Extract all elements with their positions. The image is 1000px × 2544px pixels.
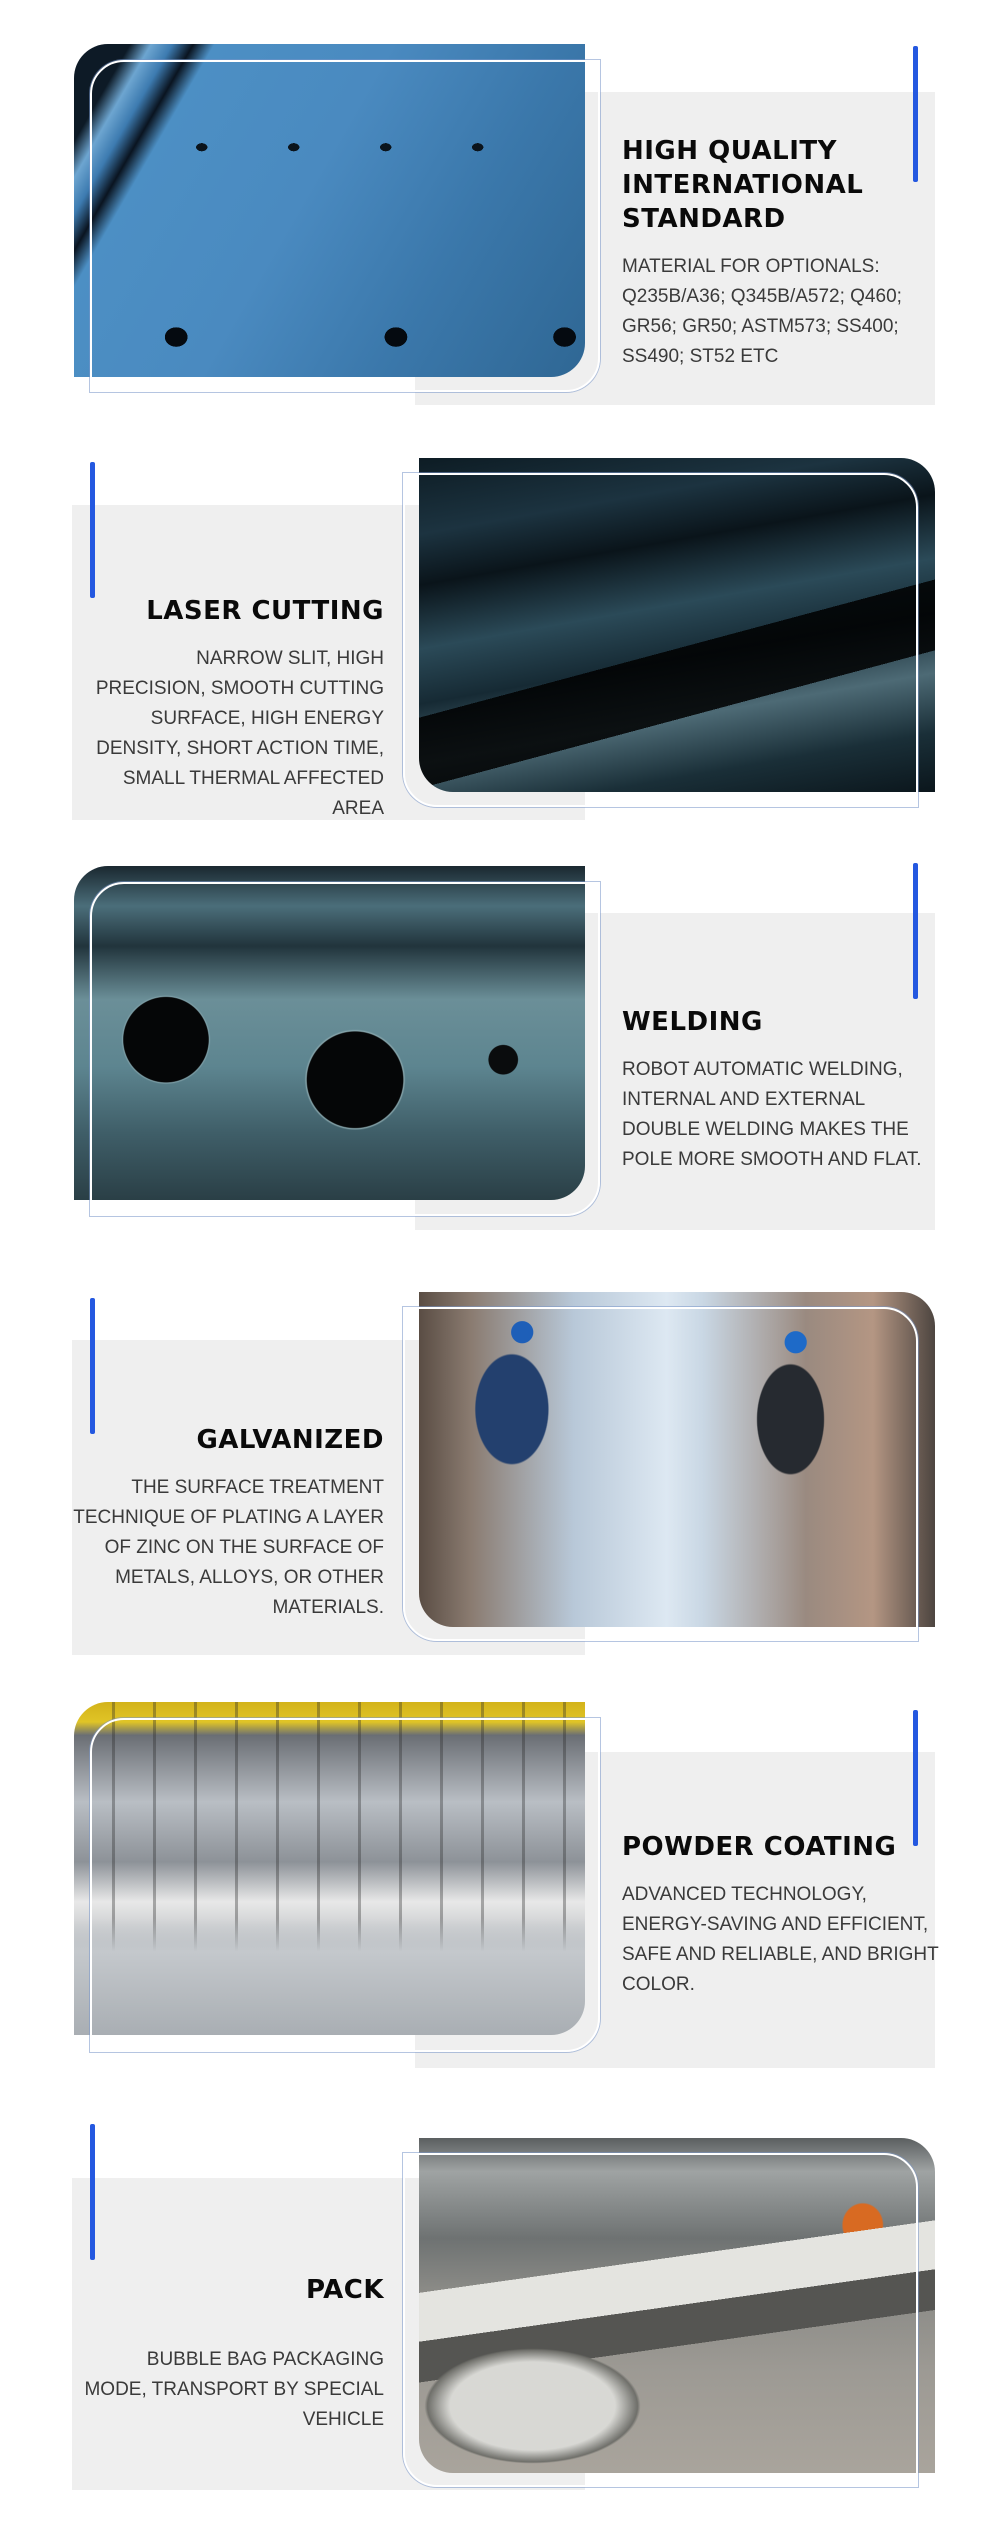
accent-bar	[913, 863, 918, 999]
feature-title: WELDING	[622, 1007, 763, 1037]
feature-description: BUBBLE BAG PACKAGING MODE, TRANSPORT BY SPECIAL VEHICLE	[84, 2349, 384, 2430]
welded-flange-plates-image	[74, 866, 585, 1200]
accent-bar	[90, 2124, 95, 2260]
feature-description: THE SURFACE TREATMENT TECHNIQUE OF PLATING A LAYER OF ZINC ON THE SURFACE OF METALS, ALLOYS, OR OTHER MATERIALS.	[73, 1477, 384, 1618]
feature-title: LASER CUTTING	[146, 596, 384, 626]
feature-description: ADVANCED TECHNOLOGY, ENERGY-SAVING AND EFFICIENT, SAFE AND RELIABLE, AND BRIGHT COLOR.	[622, 1884, 939, 1995]
feature-title: GALVANIZED	[196, 1425, 384, 1455]
feature-description: NARROW SLIT, HIGH PRECISION, SMOOTH CUTTING SURFACE, HIGH ENERGY DENSITY, SHORT ACTION TIME, SMALL THERMAL AFFECTED AREA	[95, 648, 384, 819]
feature-title: HIGH QUALITY INTERNATIONAL STANDARD	[622, 136, 864, 234]
feature-text	[64, 1423, 384, 1623]
accent-bar	[913, 1710, 918, 1846]
feature-title: PACK	[305, 2275, 384, 2305]
feature-high-quality-standard	[0, 0, 1000, 420]
powder-coating-workshop-image	[74, 1702, 585, 2035]
feature-text	[622, 1830, 942, 2000]
laser-cut-tubes-image	[419, 458, 935, 792]
feature-description: MATERIAL FOR OPTIONALS: Q235B/A36; Q345B/A572; Q460; GR56; GR50; ASTM573; SS400; SS490; ST52 ETC	[622, 256, 902, 367]
accent-bar	[90, 1298, 95, 1434]
packed-poles-warehouse-image	[419, 2138, 935, 2473]
perforated-steel-plate-image	[74, 44, 585, 377]
galvanizing-bath-image	[419, 1292, 935, 1627]
accent-bar	[90, 462, 95, 598]
feature-text	[84, 594, 384, 824]
feature-title: POWDER COATING	[622, 1832, 897, 1862]
feature-text	[622, 134, 922, 372]
feature-text	[84, 2273, 384, 2435]
feature-description: ROBOT AUTOMATIC WELDING, INTERNAL AND EXTERNAL DOUBLE WELDING MAKES THE POLE MORE SMOOTH AND FLAT.	[622, 1059, 922, 1170]
feature-text	[622, 1005, 932, 1175]
